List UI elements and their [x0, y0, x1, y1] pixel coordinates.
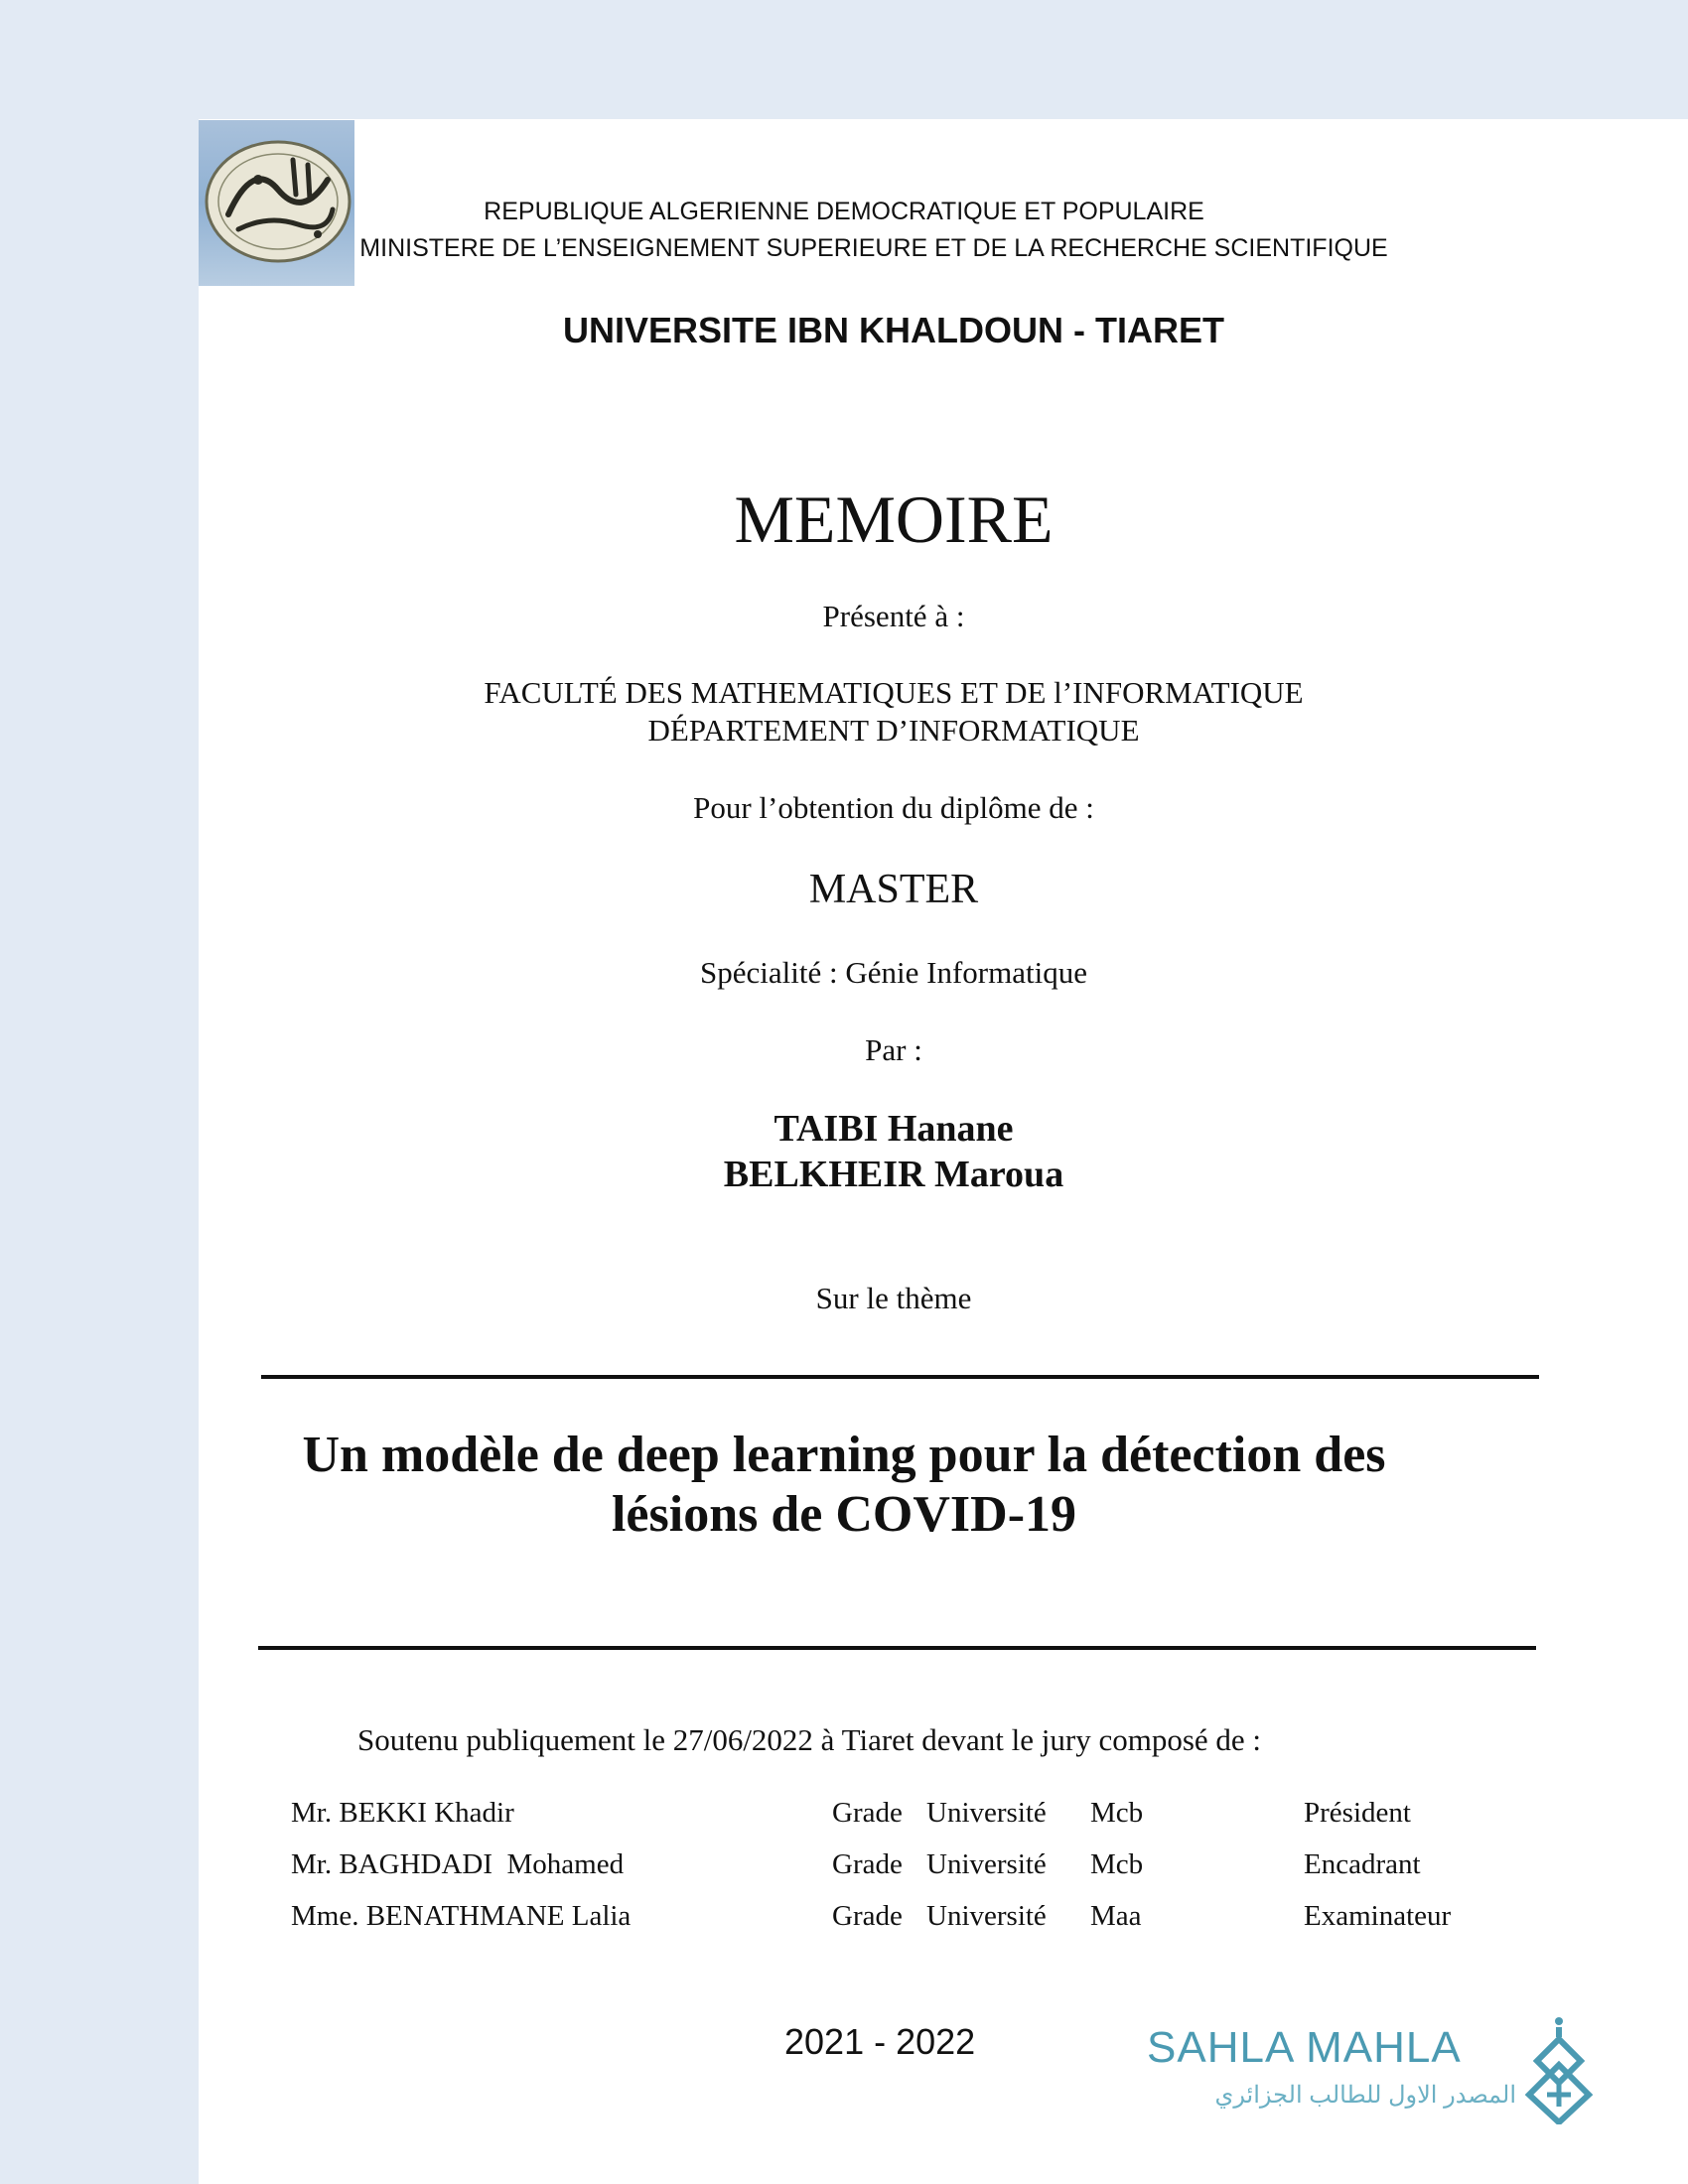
jury-university: Université — [926, 1848, 1047, 1880]
title-top-rule — [261, 1375, 1539, 1379]
jury-university: Université — [926, 1900, 1047, 1932]
university-heading: UNIVERSITE IBN KHALDOUN - TIARET — [563, 310, 1224, 350]
thesis-title-line: lésions de COVID-19 — [611, 1486, 1077, 1543]
author-name: BELKHEIR Maroua — [723, 1154, 1064, 1195]
jury-name: Mr. BAGHDADI Mohamed — [291, 1848, 625, 1880]
speciality: Spécialité : Génie Informatique — [700, 955, 1087, 990]
authors — [199, 1106, 1489, 1197]
by-label: Par : — [865, 1032, 922, 1067]
jury-role: Président — [1304, 1797, 1411, 1829]
jury-rank: Mcb — [1090, 1848, 1144, 1880]
defense-statement: Soutenu publiquement le 27/06/2022 à Tiaret devant le jury composé de : — [357, 1722, 1262, 1757]
ministry-heading: MINISTERE DE L’ENSEIGNEMENT SUPERIEURE ET DE LA RECHERCHE SCIENTIFIQUE — [359, 234, 1388, 262]
title-bottom-rule — [258, 1646, 1536, 1650]
left-margin-band — [0, 0, 199, 2184]
document-type: MEMOIRE — [734, 481, 1054, 557]
jury-grade: Grade — [832, 1797, 903, 1829]
jury-grade: Grade — [832, 1900, 903, 1932]
jury-role: Examinateur — [1304, 1900, 1452, 1932]
thesis-title-line: Un modèle de deep learning pour la détection des — [302, 1427, 1386, 1483]
theme-intro: Sur le thème — [815, 1281, 972, 1315]
jury-role: Encadrant — [1304, 1848, 1421, 1880]
faculty-name: FACULTÉ DES MATHEMATIQUES ET DE l’INFORMATIQUE — [484, 675, 1304, 710]
academic-year: 2021 - 2022 — [784, 2021, 976, 2062]
jury-name: Mr. BEKKI Khadir — [291, 1797, 514, 1829]
diploma-name: MASTER — [808, 867, 979, 912]
jury-grade: Grade — [832, 1848, 903, 1880]
jury-university: Université — [926, 1797, 1047, 1829]
thesis-title — [199, 1426, 1489, 1545]
diploma-intro: Pour l’obtention du diplôme de : — [693, 790, 1094, 825]
brand-tagline: المصدر الاول للطالب الجزائري — [1214, 2082, 1516, 2109]
jury-rank: Maa — [1090, 1900, 1142, 1932]
department-name: DÉPARTEMENT D’INFORMATIQUE — [647, 713, 1140, 748]
author-name: TAIBI Hanane — [774, 1108, 1014, 1150]
brand-name: SAHLA MAHLA — [1147, 2023, 1462, 2072]
presented-to: Présenté à : — [822, 599, 965, 633]
sahla-mahla-watermark — [1147, 2015, 1594, 2124]
sahla-mahla-logo-icon — [1519, 2015, 1599, 2124]
republic-heading: REPUBLIQUE ALGERIENNE DEMOCRATIQUE ET POPULAIRE — [484, 198, 1204, 225]
top-margin-band — [199, 0, 1688, 119]
jury-rank: Mcb — [1090, 1797, 1144, 1829]
jury-name: Mme. BENATHMANE Lalia — [291, 1900, 632, 1932]
